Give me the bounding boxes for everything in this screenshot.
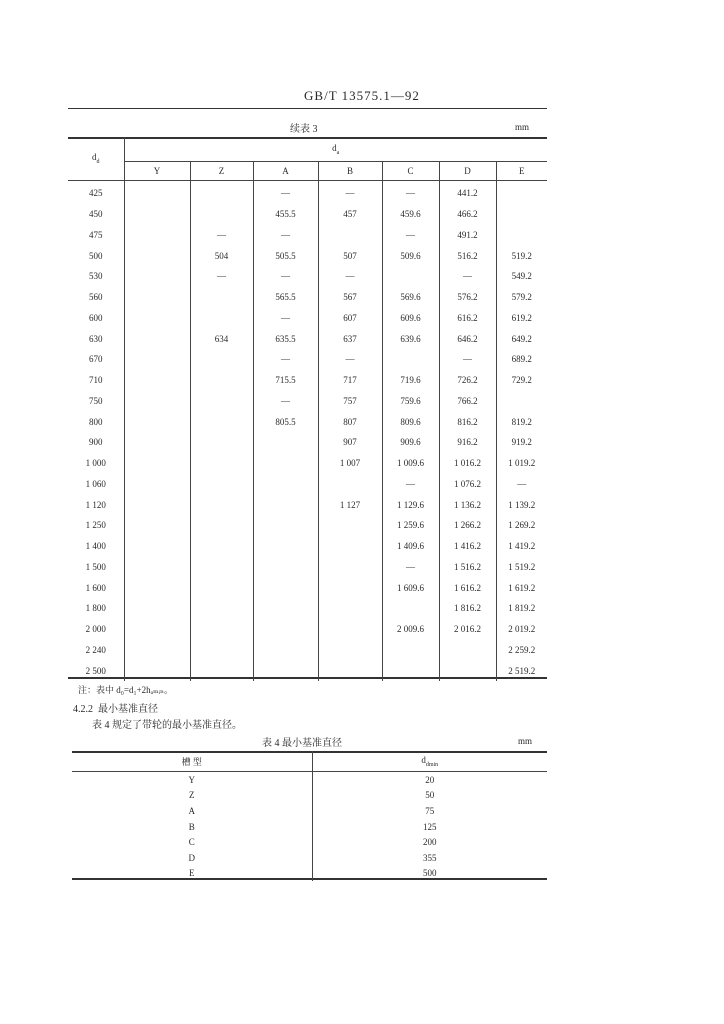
- cell-b: [318, 660, 382, 681]
- row-label-d: 630: [89, 333, 103, 344]
- table-row: [68, 370, 547, 391]
- cell-c: 1 129.6: [382, 494, 439, 515]
- cell-b: 507: [318, 245, 382, 266]
- column-header-e: E: [496, 162, 547, 181]
- cell-e: 1 139.2: [496, 494, 547, 515]
- cell-a: 565.5: [253, 287, 318, 308]
- cell-b: [318, 577, 382, 598]
- column-header-z: Z: [190, 162, 253, 181]
- cell-d: [439, 660, 496, 681]
- table-row: [72, 772, 547, 788]
- row-label-d: 1 400: [85, 541, 106, 552]
- groove-type: C: [188, 837, 195, 848]
- table-row: [68, 411, 547, 432]
- cell-y: [124, 225, 190, 246]
- cell-y: [124, 515, 190, 536]
- cell-y: [124, 432, 190, 453]
- cell-c: [382, 266, 439, 287]
- cell-c: 569.6: [382, 287, 439, 308]
- cell-b: 607: [318, 308, 382, 329]
- cell-d: 491.2: [439, 225, 496, 246]
- row-label-d: 2 000: [85, 624, 106, 635]
- cell-z: —: [190, 266, 253, 287]
- cell-z: [190, 577, 253, 598]
- cell-c: —: [382, 557, 439, 578]
- cell-a: 635.5: [253, 328, 318, 349]
- table-row: [68, 640, 547, 661]
- column-header-a: A: [253, 162, 318, 181]
- table3-note: 注：表中 d₀=d₁+2hₐₘᵢₙ。: [78, 685, 174, 695]
- cell-d: 2 016.2: [439, 619, 496, 640]
- cell-d: 466.2: [439, 204, 496, 225]
- row-label-d: 560: [89, 292, 103, 303]
- cell-e: 919.2: [496, 432, 547, 453]
- cell-a: [253, 577, 318, 598]
- table-row: [68, 204, 547, 225]
- table4: [72, 751, 547, 881]
- table-row: [68, 536, 547, 557]
- table-row: [68, 245, 547, 266]
- row-label-d: 1 000: [85, 458, 106, 469]
- cell-e: 549.2: [496, 266, 547, 287]
- row-label-d: 450: [89, 209, 103, 220]
- cell-d: 1 076.2: [439, 474, 496, 495]
- table-row: [68, 287, 547, 308]
- cell-d: —: [439, 349, 496, 370]
- cell-z: [190, 453, 253, 474]
- table-row: [68, 432, 547, 453]
- table-row: [68, 557, 547, 578]
- cell-a: [253, 660, 318, 681]
- cell-b: [318, 536, 382, 557]
- cell-b: 1 007: [318, 453, 382, 474]
- cell-c: 759.6: [382, 391, 439, 412]
- cell-e: 519.2: [496, 245, 547, 266]
- cell-y: [124, 287, 190, 308]
- groove-type: Y: [188, 774, 195, 785]
- cell-c: —: [382, 474, 439, 495]
- cell-c: 609.6: [382, 308, 439, 329]
- cell-d: 1 516.2: [439, 557, 496, 578]
- table-row: [68, 515, 547, 536]
- cell-a: —: [253, 266, 318, 287]
- column-header-y: Y: [124, 162, 190, 181]
- cell-y: [124, 391, 190, 412]
- row-label-d: 1 500: [85, 561, 106, 572]
- cell-c: —: [382, 181, 439, 204]
- cell-b: 1 127: [318, 494, 382, 515]
- cell-e: [496, 225, 547, 246]
- row-label-d: 900: [89, 437, 103, 448]
- cell-b: [318, 640, 382, 661]
- cell-e: 2 519.2: [496, 660, 547, 681]
- min-datum-diameter: 50: [312, 788, 547, 804]
- cell-z: [190, 432, 253, 453]
- table-row: [68, 225, 547, 246]
- cell-b: —: [318, 266, 382, 287]
- cell-b: 457: [318, 204, 382, 225]
- cell-e: 1 269.2: [496, 515, 547, 536]
- cell-d: [439, 640, 496, 661]
- cell-a: [253, 432, 318, 453]
- table-row: [68, 474, 547, 495]
- min-datum-diameter: 355: [312, 850, 547, 866]
- groove-type: E: [189, 868, 195, 879]
- min-datum-diameter: 75: [312, 803, 547, 819]
- cell-b: 567: [318, 287, 382, 308]
- cell-z: [190, 557, 253, 578]
- table-row: [68, 577, 547, 598]
- section-heading: [73, 700, 158, 715]
- table-row: [72, 850, 547, 866]
- cell-c: [382, 598, 439, 619]
- cell-z: [190, 308, 253, 329]
- cell-z: [190, 287, 253, 308]
- cell-e: 729.2: [496, 370, 547, 391]
- cell-a: [253, 536, 318, 557]
- cell-b: [318, 619, 382, 640]
- cell-z: [190, 536, 253, 557]
- cell-e: [496, 391, 547, 412]
- cell-d: 516.2: [439, 245, 496, 266]
- cell-e: 2 259.2: [496, 640, 547, 661]
- cell-a: 805.5: [253, 411, 318, 432]
- groove-type: D: [188, 852, 195, 863]
- cell-c: 1 409.6: [382, 536, 439, 557]
- cell-e: 619.2: [496, 308, 547, 329]
- cell-y: [124, 370, 190, 391]
- cell-d: 1 816.2: [439, 598, 496, 619]
- column-header-d: D: [439, 162, 496, 181]
- cell-y: [124, 308, 190, 329]
- cell-d: 726.2: [439, 370, 496, 391]
- cell-z: [190, 474, 253, 495]
- cell-e: 1 519.2: [496, 557, 547, 578]
- row-label-d: 800: [89, 416, 103, 427]
- row-label-d: 600: [89, 312, 103, 323]
- cell-a: —: [253, 181, 318, 204]
- cell-y: [124, 557, 190, 578]
- cell-b: [318, 557, 382, 578]
- cell-a: —: [253, 225, 318, 246]
- table-row: [68, 328, 547, 349]
- row-label-d: 425: [89, 188, 103, 199]
- cell-b: 637: [318, 328, 382, 349]
- cell-d: 1 266.2: [439, 515, 496, 536]
- cell-y: [124, 453, 190, 474]
- cell-a: 455.5: [253, 204, 318, 225]
- row-label-d: 750: [89, 395, 103, 406]
- cell-c: 1 259.6: [382, 515, 439, 536]
- cell-e: 1 019.2: [496, 453, 547, 474]
- row-label-d: 1 120: [85, 499, 106, 510]
- groove-type: A: [188, 805, 195, 816]
- cell-d: 616.2: [439, 308, 496, 329]
- cell-e: 1 619.2: [496, 577, 547, 598]
- cell-y: [124, 494, 190, 515]
- cell-d: 916.2: [439, 432, 496, 453]
- group-header-da: $d_a$: [124, 137, 547, 162]
- cell-a: —: [253, 308, 318, 329]
- section-paragraph: 表 4 规定了带轮的最小基准直径。: [92, 720, 242, 731]
- cell-z: [190, 494, 253, 515]
- row-label-d: 710: [89, 375, 103, 386]
- table-row: [68, 349, 547, 370]
- cell-y: [124, 266, 190, 287]
- header-rule: [68, 108, 547, 109]
- section-title: 最小基准直径: [98, 704, 158, 715]
- row-header-d: $d_d$: [92, 152, 100, 165]
- cell-z: [190, 349, 253, 370]
- table-row: [68, 494, 547, 515]
- cell-d: 1 616.2: [439, 577, 496, 598]
- cell-z: [190, 619, 253, 640]
- table-row: [68, 391, 547, 412]
- cell-e: 819.2: [496, 411, 547, 432]
- table-row: [68, 619, 547, 640]
- cell-a: [253, 557, 318, 578]
- cell-z: [190, 640, 253, 661]
- table-row: [68, 598, 547, 619]
- cell-a: —: [253, 391, 318, 412]
- cell-b: —: [318, 181, 382, 204]
- cell-d: —: [439, 266, 496, 287]
- cell-b: 807: [318, 411, 382, 432]
- cell-y: [124, 181, 190, 204]
- cell-z: [190, 598, 253, 619]
- cell-y: [124, 474, 190, 495]
- cell-b: 757: [318, 391, 382, 412]
- row-label-d: 1 800: [85, 603, 106, 614]
- cell-b: [318, 598, 382, 619]
- cell-d: 766.2: [439, 391, 496, 412]
- cell-y: [124, 619, 190, 640]
- cell-d: 1 416.2: [439, 536, 496, 557]
- cell-y: [124, 204, 190, 225]
- cell-a: [253, 474, 318, 495]
- cell-b: 907: [318, 432, 382, 453]
- cell-y: [124, 577, 190, 598]
- cell-d: 576.2: [439, 287, 496, 308]
- row-label-d: 475: [89, 229, 103, 240]
- row-label-d: 500: [89, 250, 103, 261]
- cell-z: [190, 181, 253, 204]
- table4-caption: 表 4 最小基准直径: [262, 738, 342, 749]
- row-label-d: 530: [89, 271, 103, 282]
- cell-b: —: [318, 349, 382, 370]
- table-row: [72, 819, 547, 835]
- cell-e: 579.2: [496, 287, 547, 308]
- cell-y: [124, 328, 190, 349]
- row-label-d: 2 500: [85, 665, 106, 676]
- cell-z: 634: [190, 328, 253, 349]
- column-header-b: B: [318, 162, 382, 181]
- row-label-d: 1 060: [85, 478, 106, 489]
- cell-e: 689.2: [496, 349, 547, 370]
- cell-c: [382, 660, 439, 681]
- cell-a: [253, 640, 318, 661]
- cell-b: [318, 515, 382, 536]
- table-row: [68, 181, 547, 204]
- cell-z: —: [190, 225, 253, 246]
- cell-z: [190, 391, 253, 412]
- cell-y: [124, 411, 190, 432]
- table-row: [68, 660, 547, 681]
- cell-c: [382, 640, 439, 661]
- cell-c: 1 609.6: [382, 577, 439, 598]
- cell-d: 816.2: [439, 411, 496, 432]
- table-row: [68, 308, 547, 329]
- cell-c: 639.6: [382, 328, 439, 349]
- cell-y: [124, 640, 190, 661]
- min-datum-diameter: 125: [312, 819, 547, 835]
- cell-z: [190, 370, 253, 391]
- cell-c: 459.6: [382, 204, 439, 225]
- cell-c: 909.6: [382, 432, 439, 453]
- cell-d: 1 136.2: [439, 494, 496, 515]
- cell-e: 649.2: [496, 328, 547, 349]
- table-row: [68, 266, 547, 287]
- row-label-d: 2 240: [85, 644, 106, 655]
- section-number: 4.2.2: [73, 704, 93, 715]
- cell-z: [190, 515, 253, 536]
- cell-e: 1 819.2: [496, 598, 547, 619]
- cell-d: 1 016.2: [439, 453, 496, 474]
- min-datum-diameter: 200: [312, 834, 547, 850]
- cell-z: [190, 660, 253, 681]
- table-row: [72, 803, 547, 819]
- cell-b: [318, 474, 382, 495]
- table3-unit: mm: [515, 122, 530, 132]
- cell-e: 1 419.2: [496, 536, 547, 557]
- cell-a: —: [253, 349, 318, 370]
- cell-d: 441.2: [439, 181, 496, 204]
- table4-col-ddmin: $d_{dmin}$: [312, 751, 547, 772]
- table4-col-type: 槽 型: [72, 751, 312, 772]
- cell-e: [496, 204, 547, 225]
- groove-type: Z: [189, 790, 195, 801]
- min-datum-diameter: 20: [312, 772, 547, 788]
- cell-z: [190, 411, 253, 432]
- table-row: [68, 453, 547, 474]
- cell-c: 809.6: [382, 411, 439, 432]
- groove-type: B: [188, 821, 195, 832]
- cell-z: [190, 204, 253, 225]
- table-row: [72, 788, 547, 804]
- standard-header: GB/T 13575.1—92: [304, 88, 420, 103]
- cell-b: [318, 225, 382, 246]
- cell-y: [124, 349, 190, 370]
- cell-b: 717: [318, 370, 382, 391]
- cell-d: 646.2: [439, 328, 496, 349]
- row-label-d: 670: [89, 354, 103, 365]
- cell-c: —: [382, 225, 439, 246]
- cell-y: [124, 660, 190, 681]
- table3-caption: 续表 3: [290, 124, 318, 135]
- row-label-d: 1 250: [85, 520, 106, 531]
- table4-unit: mm: [518, 736, 533, 746]
- cell-e: 2 019.2: [496, 619, 547, 640]
- min-datum-diameter: 500: [312, 866, 547, 882]
- table-row: [72, 866, 547, 882]
- column-header-c: C: [382, 162, 439, 181]
- cell-z: 504: [190, 245, 253, 266]
- cell-a: [253, 453, 318, 474]
- cell-y: [124, 245, 190, 266]
- cell-a: 505.5: [253, 245, 318, 266]
- cell-c: 1 009.6: [382, 453, 439, 474]
- cell-c: 2 009.6: [382, 619, 439, 640]
- cell-e: —: [496, 474, 547, 495]
- cell-a: [253, 494, 318, 515]
- row-label-d: 1 600: [85, 582, 106, 593]
- cell-e: [496, 181, 547, 204]
- cell-c: 509.6: [382, 245, 439, 266]
- table-row: [72, 834, 547, 850]
- cell-a: [253, 515, 318, 536]
- cell-c: [382, 349, 439, 370]
- cell-a: [253, 619, 318, 640]
- cell-a: 715.5: [253, 370, 318, 391]
- cell-y: [124, 598, 190, 619]
- table3: [68, 137, 547, 681]
- cell-y: [124, 536, 190, 557]
- cell-a: [253, 598, 318, 619]
- cell-c: 719.6: [382, 370, 439, 391]
